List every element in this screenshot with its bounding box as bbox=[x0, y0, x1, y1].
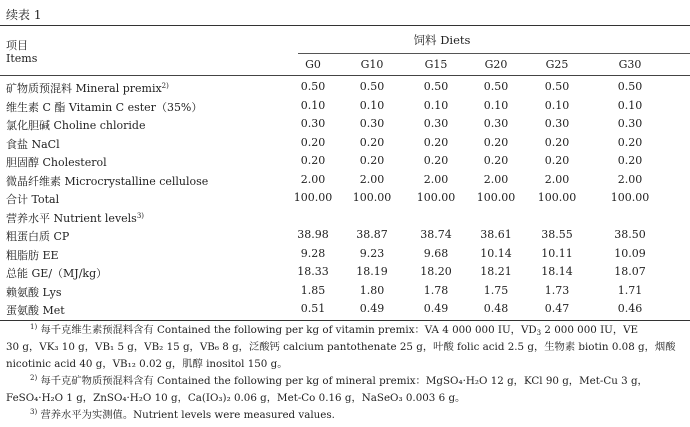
table-cell: 0.20 bbox=[617, 135, 643, 149]
table-row bbox=[0, 300, 690, 317]
table-cell: 0.20 bbox=[483, 135, 509, 149]
table-cell: 0.51 bbox=[300, 302, 326, 315]
row-label bbox=[6, 210, 144, 226]
table-row bbox=[0, 115, 690, 132]
footnote-1-line3: nicotinic acid 40 g，VB₁₂ 0.02 g，肌醇 inositol 150 g。 bbox=[6, 358, 288, 370]
column-header: G25 bbox=[545, 58, 569, 71]
table-cell: 0.50 bbox=[544, 80, 570, 93]
diets-rule bbox=[298, 53, 690, 54]
row-label-text: 蛋氨酸 Met bbox=[6, 304, 65, 317]
row-label-footnote-marker: 2) bbox=[161, 82, 169, 90]
diets-header: 饲料 Diets bbox=[413, 33, 471, 47]
table-cell: 0.10 bbox=[483, 98, 509, 112]
table-cell: 2.00 bbox=[483, 172, 509, 186]
row-label-text: 矿物质预混料 Mineral premix bbox=[6, 82, 162, 95]
table-cell: 10.14 bbox=[480, 246, 512, 260]
table-cell: 0.10 bbox=[617, 98, 643, 112]
table-cell: 0.50 bbox=[483, 80, 509, 93]
footnotes bbox=[6, 322, 686, 424]
table-cell: 9.28 bbox=[300, 246, 326, 260]
row-label-text: 微晶纤维素 Microcrystalline cellulose bbox=[6, 174, 209, 188]
items-header-zh: 项目 bbox=[6, 39, 28, 52]
table-cell: 0.20 bbox=[544, 154, 570, 167]
table-cell: 0.49 bbox=[423, 302, 449, 315]
table-cell: 0.47 bbox=[544, 302, 570, 315]
table-cell: 0.20 bbox=[359, 135, 385, 149]
table-cell: 0.20 bbox=[300, 154, 326, 167]
table-cell: 18.20 bbox=[420, 265, 452, 278]
table-cell: 1.73 bbox=[544, 283, 570, 297]
row-label-text: 总能 GE/（MJ/kg） bbox=[6, 267, 108, 280]
table-row bbox=[0, 208, 690, 225]
row-label bbox=[6, 99, 202, 115]
table-cell: 1.71 bbox=[617, 283, 643, 297]
row-label-text: 粗脂肪 EE bbox=[6, 248, 59, 262]
footnote-1-subscript: 3 bbox=[536, 329, 542, 337]
footnote-1 bbox=[6, 322, 686, 339]
footnote-3-line1: 营养水平为实测值。Nutrient levels were measured values. bbox=[40, 409, 335, 421]
footnote-2 bbox=[6, 373, 686, 390]
row-label bbox=[6, 117, 145, 133]
table-cell: 0.10 bbox=[300, 98, 326, 112]
items-header-en: Items bbox=[6, 52, 38, 65]
footnote-1-line2: 30 g，VK₃ 10 g，VB₁ 5 g，VB₂ 15 g，VB₆ 8 g，泛酸钙 calcium pantothenate 25 g，叶酸 folic acid 2.5 g，生物素 biotin 0.08 g，烟酸 bbox=[6, 341, 676, 353]
table-cell: 0.30 bbox=[423, 117, 449, 130]
table-cell: 18.07 bbox=[614, 265, 646, 278]
table-cell: 2.00 bbox=[423, 172, 449, 186]
table-cell: 1.85 bbox=[300, 283, 326, 297]
table-cell: 0.10 bbox=[544, 98, 570, 112]
table-cell: 0.20 bbox=[617, 154, 643, 167]
table-cell: 0.46 bbox=[617, 302, 643, 315]
table-cell: 0.20 bbox=[423, 154, 449, 167]
table-cell: 0.30 bbox=[544, 117, 570, 130]
table-row bbox=[0, 189, 690, 206]
column-header: G20 bbox=[484, 58, 508, 71]
footnote-1-line1-end: 2 000 000 IU，VE bbox=[541, 324, 639, 336]
table-row bbox=[0, 152, 690, 169]
table-cell: 18.19 bbox=[356, 265, 388, 278]
table-cell: 0.50 bbox=[423, 80, 449, 93]
table-cell: 0.20 bbox=[300, 135, 326, 149]
table-cell: 0.20 bbox=[423, 135, 449, 149]
table-cell: 1.75 bbox=[483, 283, 509, 297]
table-cell: 100.00 bbox=[416, 191, 456, 204]
footnote-2-line1: 每千克矿物质预混料含有 Contained the following per kg of mineral premix：MgSO₄·H₂O 12 g，KCl 90 g，Met-Cu 3 g， bbox=[40, 375, 648, 387]
row-label bbox=[6, 284, 61, 300]
column-header: G30 bbox=[618, 58, 642, 71]
footnote-1-marker: 1) bbox=[30, 323, 38, 331]
table-cell: 18.14 bbox=[541, 265, 573, 278]
table-cell: 0.48 bbox=[483, 302, 509, 315]
table-cell: 0.10 bbox=[423, 98, 449, 112]
table-cell: 2.00 bbox=[359, 172, 385, 186]
footnote-1-line1: 每千克维生素预混料含有 Contained the following per kg of vitamin premix：VA 4 000 000 IU，VD bbox=[40, 324, 537, 336]
row-label-text: 食盐 NaCl bbox=[6, 137, 60, 151]
table-cell: 100.00 bbox=[293, 191, 333, 204]
table-cell: 38.61 bbox=[480, 228, 512, 241]
table-row bbox=[0, 282, 690, 299]
table-cell: 0.30 bbox=[483, 117, 509, 130]
row-label bbox=[6, 265, 107, 281]
table-row bbox=[0, 78, 690, 95]
column-header: G10 bbox=[360, 58, 384, 71]
table-row bbox=[0, 97, 690, 114]
row-label bbox=[6, 136, 60, 152]
table-row bbox=[0, 171, 690, 188]
table-cell: 0.50 bbox=[300, 80, 326, 93]
column-header: G0 bbox=[305, 58, 321, 71]
row-label bbox=[6, 191, 59, 207]
table-row bbox=[0, 134, 690, 151]
table-cell: 18.21 bbox=[480, 265, 512, 278]
footnote-2-marker: 2) bbox=[30, 374, 38, 382]
table-cell: 38.98 bbox=[297, 228, 329, 241]
column-header: G15 bbox=[424, 58, 448, 71]
row-label bbox=[6, 173, 208, 189]
table-cell: 9.68 bbox=[423, 246, 449, 260]
row-label-footnote-marker: 3) bbox=[136, 211, 145, 220]
row-label-text: 赖氨酸 Lys bbox=[6, 285, 62, 299]
table-cell: 38.87 bbox=[356, 228, 388, 241]
table-cell: 100.00 bbox=[610, 191, 650, 204]
table-cell: 0.10 bbox=[359, 98, 385, 112]
table-row bbox=[0, 263, 690, 280]
table-cell: 2.00 bbox=[617, 172, 643, 186]
table-cell: 0.30 bbox=[617, 117, 643, 130]
row-label-text: 粗蛋白质 CP bbox=[6, 230, 70, 243]
table-cell: 1.80 bbox=[359, 283, 385, 297]
table-cell: 2.00 bbox=[300, 172, 326, 186]
row-label-text: 氯化胆碱 Choline chloride bbox=[6, 119, 146, 132]
row-label-text: 胆固醇 Cholesterol bbox=[6, 156, 107, 169]
row-label-text: 营养水平 Nutrient levels bbox=[6, 211, 137, 225]
table-cell: 38.74 bbox=[420, 228, 452, 241]
footnote-2-line2: FeSO₄·H₂O 1 g，ZnSO₄·H₂O 10 g，Ca(IO₃)₂ 0.06 g，Met-Co 0.16 g，NaSeO₃ 0.003 6 g。 bbox=[6, 392, 466, 404]
table-cell: 9.23 bbox=[359, 246, 385, 260]
table-cell: 100.00 bbox=[476, 191, 516, 204]
table-cell: 0.50 bbox=[617, 80, 643, 93]
top-rule bbox=[0, 25, 690, 26]
row-label-text: 维生素 C 酯 Vitamin C ester（35%） bbox=[6, 100, 203, 114]
table-cell: 1.78 bbox=[423, 283, 449, 297]
table-cell: 18.33 bbox=[297, 265, 329, 278]
table-cell: 10.11 bbox=[541, 246, 573, 260]
row-label-text: 合计 Total bbox=[6, 193, 60, 206]
table-row bbox=[0, 226, 690, 243]
header-rule bbox=[0, 75, 690, 76]
table-cell: 0.20 bbox=[544, 135, 570, 149]
row-label bbox=[6, 80, 169, 96]
table-cell: 38.55 bbox=[541, 228, 573, 241]
table-cell: 0.20 bbox=[359, 154, 385, 167]
table-cell: 0.30 bbox=[300, 117, 326, 130]
table-cell: 0.30 bbox=[359, 117, 385, 130]
table-cell: 100.00 bbox=[537, 191, 577, 204]
row-label bbox=[6, 228, 69, 244]
table-cell: 38.50 bbox=[614, 228, 646, 241]
table-cell: 10.09 bbox=[614, 246, 646, 260]
table-cell: 0.50 bbox=[359, 80, 385, 93]
footnote-3-marker: 3) bbox=[30, 408, 38, 416]
table-cell: 0.20 bbox=[483, 154, 509, 167]
table-cell: 0.49 bbox=[359, 302, 385, 315]
row-label bbox=[6, 302, 65, 318]
footnote-3 bbox=[6, 407, 686, 424]
row-label bbox=[6, 154, 107, 170]
table-cell: 100.00 bbox=[352, 191, 392, 204]
table-cell: 2.00 bbox=[544, 172, 570, 186]
table-row bbox=[0, 245, 690, 262]
row-label bbox=[6, 247, 59, 263]
table-caption: 续表 1 bbox=[6, 8, 42, 22]
